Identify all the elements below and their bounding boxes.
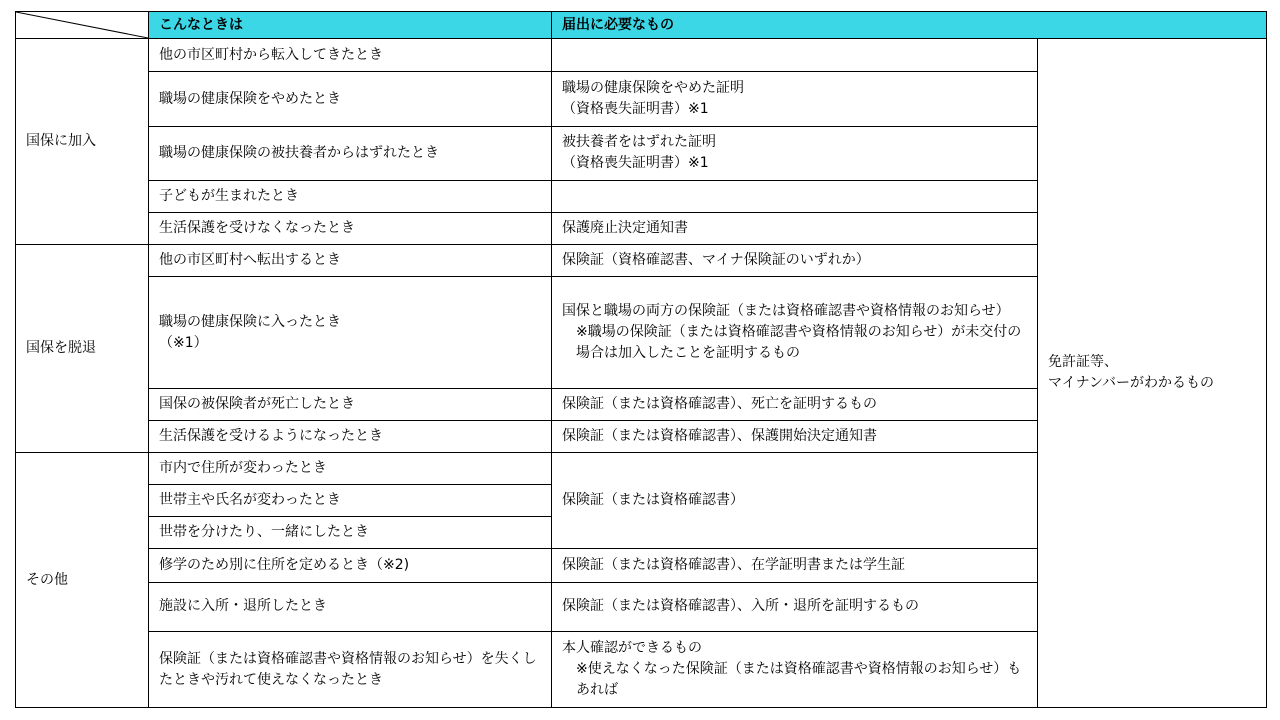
required-cell [552,39,1038,72]
required-cell [552,180,1038,212]
situation-cell: 職場の健康保険の被扶養者からはずれたとき [149,127,552,181]
situation-cell: 他の市区町村へ転出するとき [149,245,552,277]
category-leave: 国保を脱退 [16,245,149,453]
situation-cell: 世帯を分けたり、一緒にしたとき [149,517,552,549]
situation-cell: 職場の健康保険をやめたとき [149,72,552,127]
required-line: （資格喪失証明書）※1 [562,155,709,172]
required-cell [552,72,1038,127]
category-other: その他 [16,453,149,708]
id-note-line1: 免許証等、 [1048,354,1118,370]
required-cell [552,127,1038,181]
required-line: 本人確認ができるもの [562,640,702,657]
header-situation: こんなときは [149,12,552,39]
category-join: 国保に加入 [16,39,149,245]
required-cell: 保険証（または資格確認書）、保護開始決定通知書 [552,421,1038,453]
situation-cell: 生活保護を受けなくなったとき [149,212,552,244]
required-cell: 保険証（または資格確認書）、入所・退所を証明するもの [552,582,1038,632]
situation-line: 職場の健康保険に入ったとき [159,313,341,330]
situation-line: （※1） [159,334,208,351]
situation-cell: 子どもが生まれたとき [149,180,552,212]
situation-cell [149,277,552,389]
header-row [16,12,1267,39]
required-cell [552,277,1038,389]
situation-cell: 世帯主や氏名が変わったとき [149,485,552,517]
id-note-cell [1038,39,1267,708]
header-required: 届出に必要なもの [552,12,1267,39]
corner-cell [16,12,149,39]
required-note: ※職場の保険証（または資格確認書や資格情報のお知らせ）が未交付の場合は加入したことを証明するもの [576,324,1022,362]
situation-cell: 修学のため別に住所を定めるとき（※2) [149,549,552,582]
situation-cell: 生活保護を受けるようになったとき [149,421,552,453]
table-row [16,39,1267,72]
situation-cell: 他の市区町村から転入してきたとき [149,39,552,72]
procedure-table [15,11,1267,708]
id-note-line2: マイナンバーがわかるもの [1048,375,1215,391]
required-cell [552,632,1038,708]
required-cell: 保険証（または資格確認書）、在学証明書または学生証 [552,549,1038,582]
required-line: 国保と職場の両方の保険証（または資格確認書や資格情報のお知らせ） [562,303,1010,320]
required-note: ※使えなくなった保険証（または資格確認書や資格情報のお知らせ）もあれば [576,661,1022,699]
required-line: 職場の健康保険をやめた証明 [562,80,744,97]
required-cell: 保険証（または資格確認書）、死亡を証明するもの [552,388,1038,420]
situation-cell: 施設に入所・退所したとき [149,582,552,632]
situation-cell: 国保の被保険者が死亡したとき [149,388,552,420]
required-cell-merged: 保険証（または資格確認書） [552,453,1038,549]
required-cell: 保険証（資格確認書、マイナ保険証のいずれか） [552,245,1038,277]
required-cell: 保護廃止決定通知書 [552,212,1038,244]
situation-cell: 保険証（または資格確認書や資格情報のお知らせ）を失くしたときや汚れて使えなくなったとき [149,632,552,708]
situation-cell: 市内で住所が変わったとき [149,453,552,485]
required-line: （資格喪失証明書）※1 [562,101,709,118]
required-line: 被扶養者をはずれた証明 [562,134,716,151]
diagonal-line [16,12,148,38]
